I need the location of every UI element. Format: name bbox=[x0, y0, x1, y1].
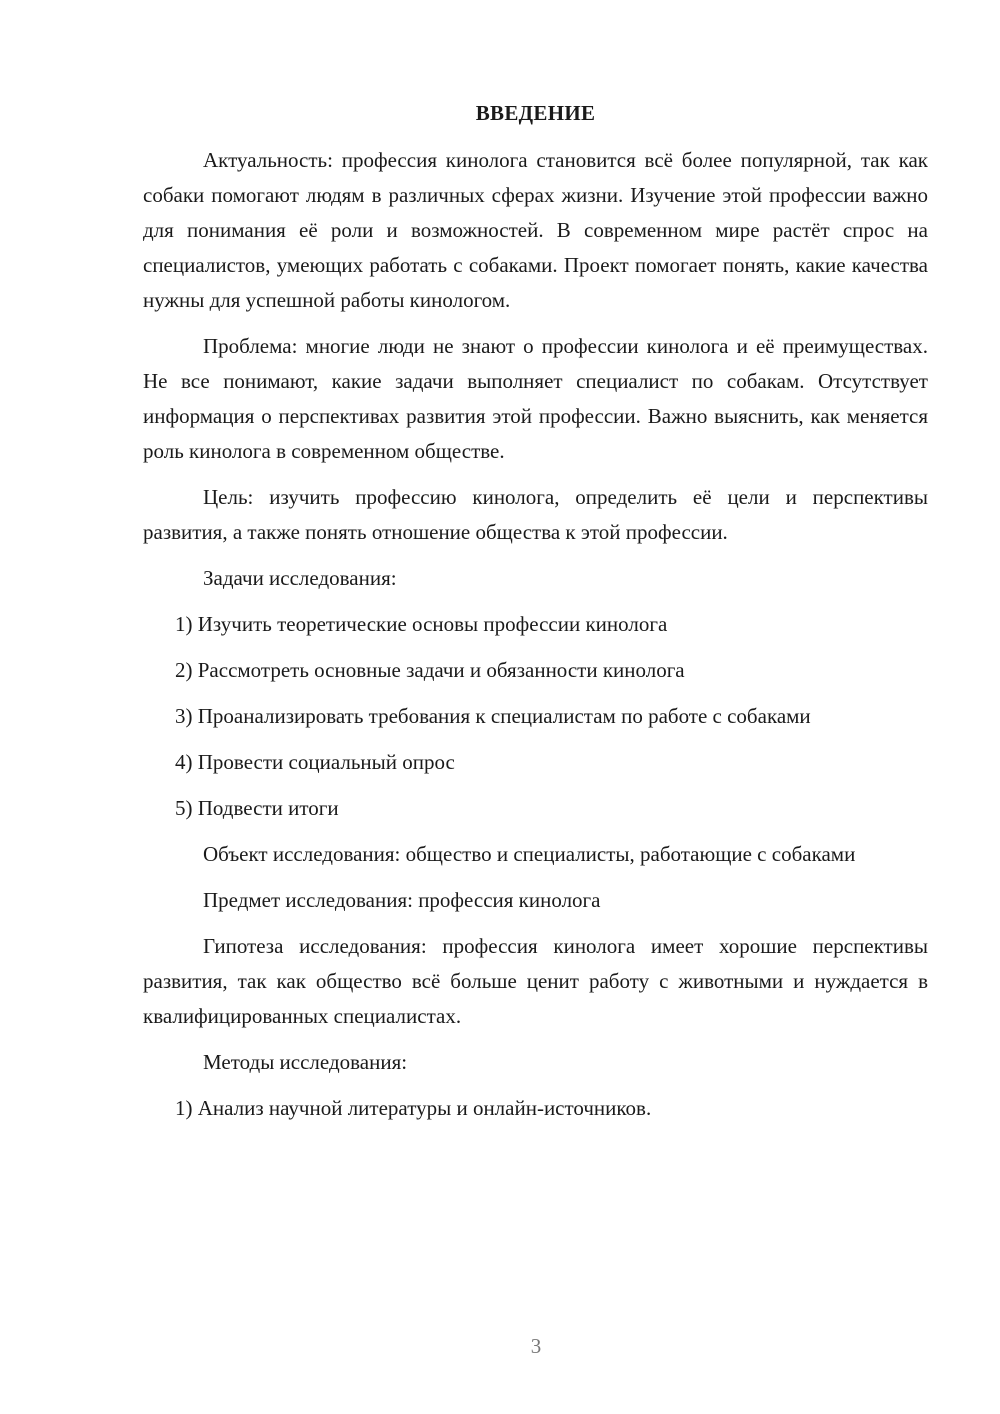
task-item-5: 5) Подвести итоги bbox=[175, 796, 339, 820]
page-content bbox=[143, 96, 928, 1137]
section-title: ВВЕДЕНИЕ bbox=[475, 101, 596, 125]
task-item-2: 2) Рассмотреть основные задачи и обязанности кинолога bbox=[175, 658, 685, 682]
goal-paragraph: Цель: изучить профессию кинолога, определить её цели и перспективы развития, а также понять отношение общества к этой профессии. bbox=[143, 485, 928, 544]
methods-heading: Методы исследования: bbox=[203, 1050, 408, 1074]
method-item-1: 1) Анализ научной литературы и онлайн-источников. bbox=[175, 1096, 652, 1120]
tasks-heading: Задачи исследования: bbox=[203, 566, 397, 590]
subject-paragraph: Предмет исследования: профессия кинолога bbox=[203, 888, 601, 912]
task-item-1: 1) Изучить теоретические основы профессии кинолога bbox=[175, 612, 668, 636]
page-number: 3 bbox=[530, 1334, 542, 1358]
task-item-3: 3) Проанализировать требования к специалистам по работе с собаками bbox=[175, 704, 811, 728]
object-paragraph: Объект исследования: общество и специалисты, работающие с собаками bbox=[203, 842, 856, 866]
relevance-paragraph: Актуальность: профессия кинолога становится всё более популярной, так как собаки помогают людям в различных сферах жизни. Изучение этой профессии важно для понимания её роли и возможностей. В современном мире растёт спрос на специалистов, умеющих работать с собаками. Проект помогает понять, какие качества нужны для успешной работы кинологом. bbox=[143, 148, 928, 312]
problem-paragraph: Проблема: многие люди не знают о профессии кинолога и её преимуществах. Не все понимают, какие задачи выполняет специалист по собакам. Отсутствует информация о перспективах развития этой профессии. Важно выяснить, как меняется роль кинолога в современном обществе. bbox=[143, 334, 928, 463]
hypothesis-paragraph: Гипотеза исследования: профессия кинолога имеет хорошие перспективы развития, так как общество всё больше ценит работу с животными и нуждается в квалифицированных специалистах. bbox=[143, 934, 928, 1028]
task-item-4: 4) Провести социальный опрос bbox=[175, 750, 455, 774]
